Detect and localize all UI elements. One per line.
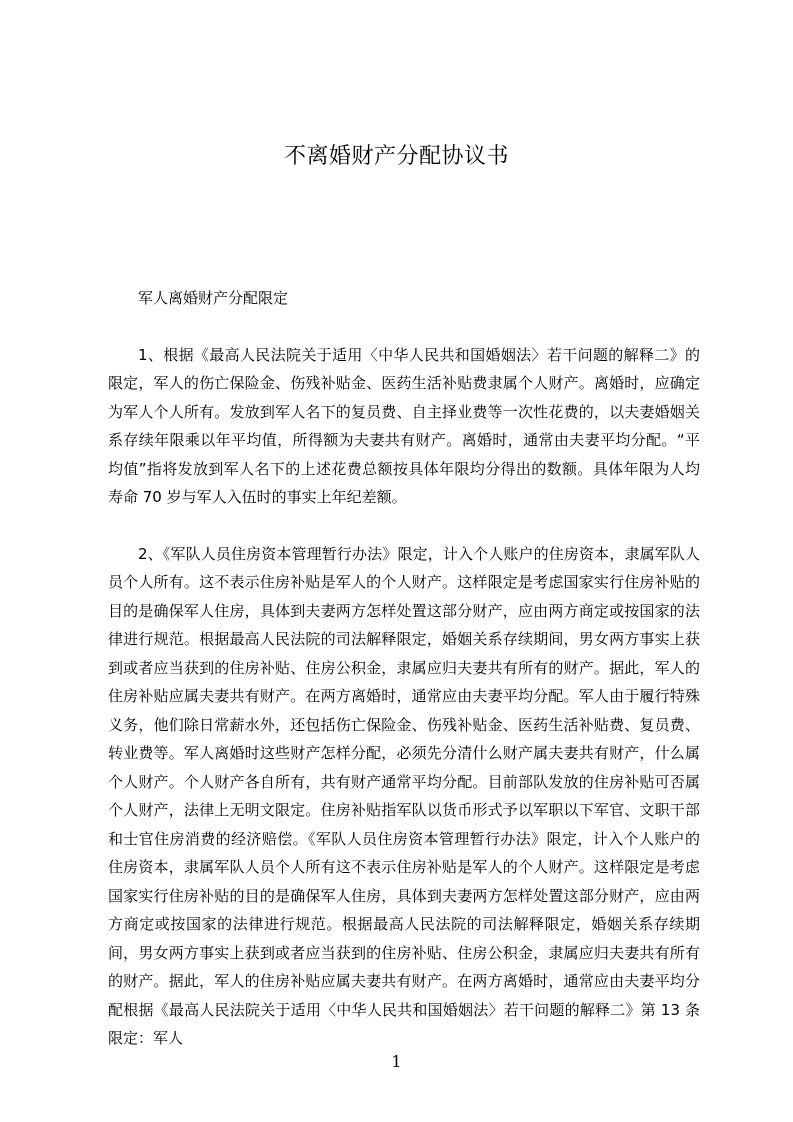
paragraph-2: 2、《军队人员住房资本管理暂行办法》限定，计入个人账户的住房资本，隶属军队人员个人所有。这不表示住房补贴是军人的个人财产。这样限定是考虑国家实行住房补贴的目的是确保军人住房，具体到夫妻两方怎样处置这部分财产，应由两方商定或按国家的法律进行规范。根据最高人民法院的司法解释限定，婚姻关系存续期间，男女两方事实上获到或者应当获到的住房补贴、住房公积金，隶属应归夫妻共有所有的财产。据此，军人的住房补贴应属夫妻共有财产。在两方离婚时，通常应由夫妻平均分配。军人由于履行特殊义务，他们除日常薪水外，还包括伤亡保险金、伤残补贴金、医药生活补贴费、复员费、转业费等。军人离婚时这些财产怎样分配，必须先分清什么财产属夫妻共有财产，什么属个人财产。个人财产各自所有，共有财产通常平均分配。目前部队发放的住房补贴可否属个人财产，法律上无明文限定。住房补贴指军队以货币形式予以军职以下军官、文职干部和士官住房消费的经济赔偿。《军队人员住房资本管理暂行办法》限定，计入个人账户的住房资本，隶属军队人员个人所有这不表示住房补贴是军人的个人财产。这样限定是考虑国家实行住房补贴的目的是确保军人住房，具体到夫妻两方怎样处置这部分财产，应由两方商定或按国家的法律进行规范。根据最高人民法院的司法解释限定，婚姻关系存续期间，男女两方事实上获到或者应当获到的住房补贴、住房公积金，隶属应归夫妻共有所有的财产。据此，军人的住房补贴应属夫妻共有财产。在两方离婚时，通常应由夫妻平均分配根据《最高人民法院关于适用〈中华人民共和国婚姻法〉若干问题的解释二》第 13 条限定：军人	[108, 544, 700, 1047]
document-body	[108, 284, 700, 1081]
paragraph-1: 1、根据《最高人民法院关于适用〈中华人民共和国婚姻法〉若干问题的解释二》的限定，军人的伤亡保险金、伤残补贴金、医药生活补贴费隶属个人财产。离婚时，应确定为军人个人所有。发放到军人名下的复员费、自主择业费等一次性花费的，以夫妻婚姻关系存续年限乘以年平均值，所得额为夫妻共有财产。离婚时，通常由夫妻平均分配。“平均值”指将发放到军人名下的上述花费总额按具体年限均分得出的数额。具体年限为人均寿命 70 岁与军人入伍时的事实上年纪差额。	[108, 345, 700, 506]
document-title: 不离婚财产分配协议书	[283, 144, 509, 169]
page-number: 1	[391, 1052, 402, 1071]
section-heading: 军人离婚财产分配限定	[138, 289, 289, 307]
